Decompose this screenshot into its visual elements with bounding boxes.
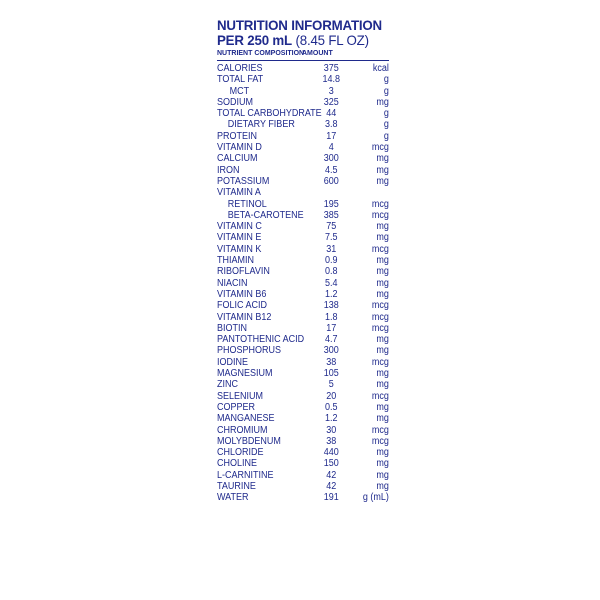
nutrient-amount: 38 [326, 356, 337, 368]
nutrient-row [217, 447, 389, 458]
nutrient-amount: 31 [326, 243, 337, 255]
nutrient-row [217, 413, 389, 424]
nutrient-name: CHROMIUM [217, 424, 268, 436]
nutrient-list [217, 63, 389, 504]
nutrition-panel [217, 18, 389, 504]
nutrient-name: VITAMIN E [217, 232, 262, 244]
nutrient-amount: 44 [326, 108, 337, 120]
nutrient-name: PROTEIN [217, 130, 258, 142]
nutrient-name: THIAMIN [217, 255, 254, 267]
nutrient-unit: mg [376, 379, 389, 391]
nutrient-unit: mg [376, 153, 389, 165]
nutrient-amount: 42 [326, 469, 337, 481]
nutrient-row [217, 345, 389, 356]
nutrient-name: TOTAL CARBOHYDRATE [217, 108, 322, 120]
nutrient-row [217, 86, 389, 97]
nutrient-name: RETINOL [227, 198, 267, 210]
nutrient-row [217, 97, 389, 108]
nutrient-name: SELENIUM [217, 390, 264, 402]
nutrient-unit: mg [376, 447, 389, 459]
nutrient-amount: 30 [326, 424, 337, 436]
nutrient-name: PHOSPHORUS [217, 345, 282, 357]
nutrient-unit: mg [376, 175, 389, 187]
nutrient-row [217, 176, 389, 187]
nutrient-amount: 0.5 [325, 401, 338, 413]
nutrient-name: CHLORIDE [217, 447, 264, 459]
nutrient-amount: 375 [323, 63, 339, 74]
nutrient-unit: mg [376, 334, 389, 346]
nutrient-row [217, 357, 389, 368]
nutrient-unit: mcg [371, 198, 389, 210]
nutrient-name: RIBOFLAVIN [217, 266, 270, 278]
nutrient-unit: mg [376, 480, 389, 492]
nutrient-name: MANGANESE [217, 413, 275, 425]
nutrient-row [217, 436, 389, 447]
nutrient-name: ZINC [217, 379, 239, 391]
nutrient-unit: mcg [371, 424, 389, 436]
nutrient-unit: kcal [372, 63, 389, 74]
nutrient-row [217, 142, 389, 153]
nutrient-amount: 0.8 [325, 266, 338, 278]
nutrient-row [217, 244, 389, 255]
nutrient-unit: g (mL) [362, 492, 389, 504]
nutrient-name: DIETARY FIBER [227, 119, 295, 131]
nutrient-amount: 138 [323, 300, 339, 312]
nutrient-amount: 7.5 [325, 232, 338, 244]
nutrient-unit: g [383, 74, 389, 86]
nutrient-unit: mcg [371, 300, 389, 312]
nutrient-row [217, 119, 389, 130]
nutrient-amount: 4 [328, 142, 334, 154]
nutrient-row [217, 425, 389, 436]
nutrient-unit: g [383, 85, 389, 97]
nutrient-row [217, 312, 389, 323]
nutrient-amount: 300 [323, 153, 339, 165]
nutrient-amount: 20 [326, 390, 337, 402]
nutrient-row [217, 492, 389, 503]
nutrient-unit: mg [376, 288, 389, 300]
nutrient-amount: 300 [323, 345, 339, 357]
nutrient-unit: mcg [371, 390, 389, 402]
nutrient-name: VITAMIN D [217, 142, 262, 154]
nutrient-amount: 440 [323, 447, 339, 459]
nutrient-unit: mg [376, 469, 389, 481]
nutrient-row [217, 153, 389, 164]
nutrient-amount: 0.9 [325, 255, 338, 267]
nutrient-amount: 4.5 [325, 164, 338, 176]
nutrient-name: COPPER [217, 401, 256, 413]
nutrient-name: VITAMIN A [217, 187, 261, 199]
nutrient-name: BIOTIN [217, 322, 248, 334]
nutrient-row [217, 131, 389, 142]
nutrient-unit: mg [376, 96, 389, 108]
nutrient-amount: 1.8 [325, 311, 338, 323]
nutrient-amount: 1.2 [325, 413, 338, 425]
nutrient-row [217, 470, 389, 481]
nutrient-name: NIACIN [217, 277, 248, 289]
nutrient-name: VITAMIN B12 [217, 311, 272, 323]
nutrient-amount: 600 [323, 175, 339, 187]
column-header [217, 49, 389, 59]
nutrient-amount: 191 [323, 492, 339, 504]
nutrient-unit: mg [376, 232, 389, 244]
nutrient-amount: 3.8 [325, 119, 338, 131]
nutrient-unit: mcg [371, 356, 389, 368]
nutrient-row [217, 187, 389, 198]
nutrient-name: TAURINE [217, 480, 256, 492]
nutrient-unit: mg [376, 266, 389, 278]
nutrient-name: SODIUM [217, 96, 253, 108]
nutrient-unit: mcg [371, 322, 389, 334]
nutrient-amount: 325 [323, 96, 339, 108]
nutrient-row [217, 165, 389, 176]
nutrient-amount: 17 [326, 130, 337, 142]
nutrient-amount: 150 [323, 458, 339, 470]
nutrient-unit: mg [376, 277, 389, 289]
nutrient-row [217, 221, 389, 232]
nutrient-amount: 5 [328, 379, 334, 391]
header-divider [217, 60, 389, 61]
nutrient-unit: mg [376, 401, 389, 413]
column-header-amount: AMOUNT [302, 50, 333, 57]
nutrient-unit: g [383, 119, 389, 131]
nutrient-row [217, 266, 389, 277]
nutrient-row [217, 232, 389, 243]
label-subtitle [217, 33, 380, 48]
nutrient-row [217, 391, 389, 402]
nutrient-amount: 5.4 [325, 277, 338, 289]
nutrient-amount: 75 [326, 221, 337, 233]
nutrient-name: IODINE [217, 356, 249, 368]
nutrient-name: VITAMIN B6 [217, 288, 267, 300]
nutrient-unit: mcg [371, 435, 389, 447]
nutrient-name: FOLIC ACID [217, 300, 268, 312]
nutrient-name: POTASSIUM [217, 175, 270, 187]
nutrient-row [217, 458, 389, 469]
nutrient-unit: mg [376, 345, 389, 357]
nutrient-amount: 17 [326, 322, 337, 334]
nutrient-unit: mg [376, 221, 389, 233]
nutrient-row [217, 368, 389, 379]
nutrient-row [217, 210, 389, 221]
nutrient-name: L-CARNITINE [217, 469, 274, 481]
nutrient-unit: mg [376, 368, 389, 380]
nutrient-unit: g [383, 108, 389, 120]
nutrient-amount: 1.2 [325, 288, 338, 300]
nutrient-unit: mg [376, 413, 389, 425]
nutrient-unit: mg [376, 255, 389, 267]
nutrient-amount: 38 [326, 435, 337, 447]
nutrient-amount: 195 [323, 198, 339, 210]
nutrient-row [217, 108, 389, 119]
nutrient-unit: mg [376, 164, 389, 176]
nutrient-amount: 105 [323, 368, 339, 380]
nutrient-name: MAGNESIUM [217, 368, 273, 380]
nutrient-amount: 385 [323, 209, 339, 221]
nutrient-name: VITAMIN K [217, 243, 262, 255]
nutrient-row [217, 323, 389, 334]
nutrient-name: PANTOTHENIC ACID [217, 334, 305, 346]
nutrient-amount: 3 [328, 85, 334, 97]
nutrient-row [217, 255, 389, 266]
nutrient-amount: 14.8 [322, 74, 341, 86]
nutrient-unit: mcg [371, 142, 389, 154]
nutrient-unit: mg [376, 458, 389, 470]
nutrient-row [217, 278, 389, 289]
serving-size: PER 250 mL [217, 32, 292, 48]
nutrient-amount: 42 [326, 480, 337, 492]
nutrient-unit: mcg [371, 311, 389, 323]
nutrient-row [217, 289, 389, 300]
nutrient-row [217, 74, 389, 85]
nutrient-name: IRON [217, 164, 240, 176]
nutrient-name: TOTAL FAT [217, 74, 264, 86]
nutrient-row [217, 300, 389, 311]
nutrient-name: CALORIES [217, 63, 263, 74]
nutrient-row [217, 379, 389, 390]
nutrient-name: CHOLINE [217, 458, 258, 470]
column-header-composition: NUTRIENT COMPOSITION [217, 50, 305, 57]
nutrient-name: BETA-CAROTENE [227, 209, 304, 221]
nutrient-row [217, 481, 389, 492]
nutrient-row [217, 63, 389, 74]
nutrient-name: VITAMIN C [217, 221, 262, 233]
nutrient-amount: 4.7 [325, 334, 338, 346]
nutrient-unit: mcg [371, 243, 389, 255]
nutrient-name: CALCIUM [217, 153, 258, 165]
serving-size-oz: (8.45 FL OZ) [291, 32, 369, 48]
nutrient-unit: mcg [371, 209, 389, 221]
nutrient-row [217, 334, 389, 345]
nutrient-name: WATER [217, 492, 249, 504]
nutrient-unit: g [383, 130, 389, 142]
label-title: NUTRITION INFORMATION [217, 17, 382, 33]
nutrient-row [217, 402, 389, 413]
nutrient-name: MOLYBDENUM [217, 435, 281, 447]
nutrient-name: MCT [229, 85, 250, 97]
nutrient-row [217, 199, 389, 210]
